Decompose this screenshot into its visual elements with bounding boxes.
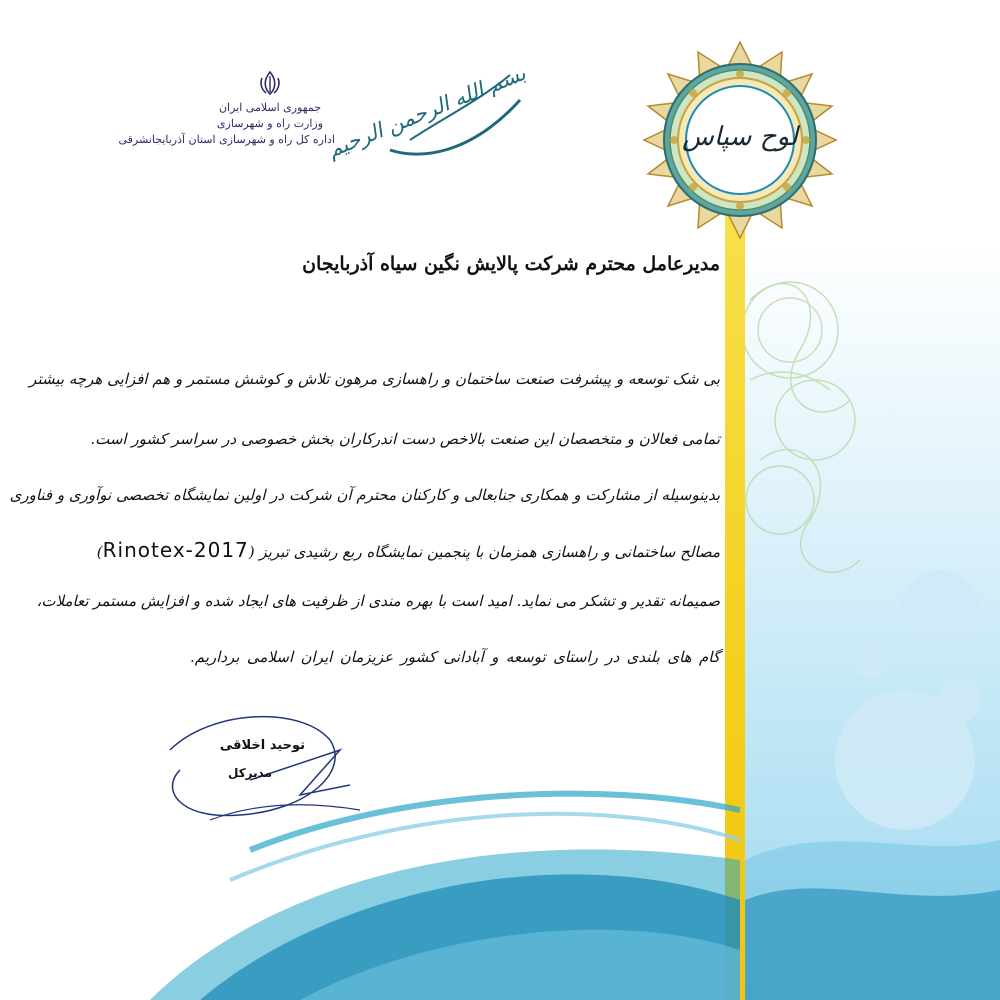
body-line-1: بی شک توسعه و پیشرفت صنعت ساختمان و راهسازی مرهون تلاش و کوشش مستمر و هم افزایی هرچه بیشتر xyxy=(29,370,720,388)
ministry-header xyxy=(118,70,335,148)
plaque-title: لوح سپاس xyxy=(682,122,798,152)
body-line-4 xyxy=(96,538,720,562)
iran-emblem-icon xyxy=(257,70,283,96)
body-line-5: صمیمانه تقدیر و تشکر می نماید. امید است با بهره مندی از ظرفیت های ایجاد شده و افزایش مستمر تعاملات، xyxy=(36,592,720,610)
body-line-4-text: مصالح ساختمانی و راهسازی همزمان با پنجمین نمایشگاه ربع رشیدی تبریز ( xyxy=(248,543,720,561)
plaque-medallion xyxy=(640,40,840,240)
signer-name: توحید اخلاقی xyxy=(219,738,305,753)
ministry-name: وزارت راه و شهرسازی xyxy=(216,117,324,130)
recipient-heading: مدیرعامل محترم شرکت پالایش نگین سیاه آذربایجان xyxy=(302,253,720,275)
body-line-4-close: ) xyxy=(96,543,103,561)
body-line-6: گام های بلندی در راستای توسعه و آبادانی کشور عزیزمان ایران اسلامی برداریم. xyxy=(190,648,720,666)
body-line-2: تمامی فعالان و متخصصان این صنعت بالاخص دست اندرکاران بخش خصوصی در سراسر کشور است. xyxy=(90,430,720,448)
body-line-3: بدینوسیله از مشارکت و همکاری جنابعالی و کارکنان محترم آن شرکت در اولین نمایشگاه تخصصی نوآوری و فناوری xyxy=(9,486,720,504)
department-name: اداره کل راه و شهرسازی استان آذربایجانشرقی xyxy=(118,133,335,146)
event-name: Rinotex-2017 xyxy=(102,538,249,562)
signer-title: مدیرکل xyxy=(227,766,273,780)
country-name: جمهوری اسلامی ایران xyxy=(218,101,322,114)
basmala-calligraphy xyxy=(324,60,530,170)
basmala-text: بسم الله الرحمن الرحیم xyxy=(324,60,530,163)
